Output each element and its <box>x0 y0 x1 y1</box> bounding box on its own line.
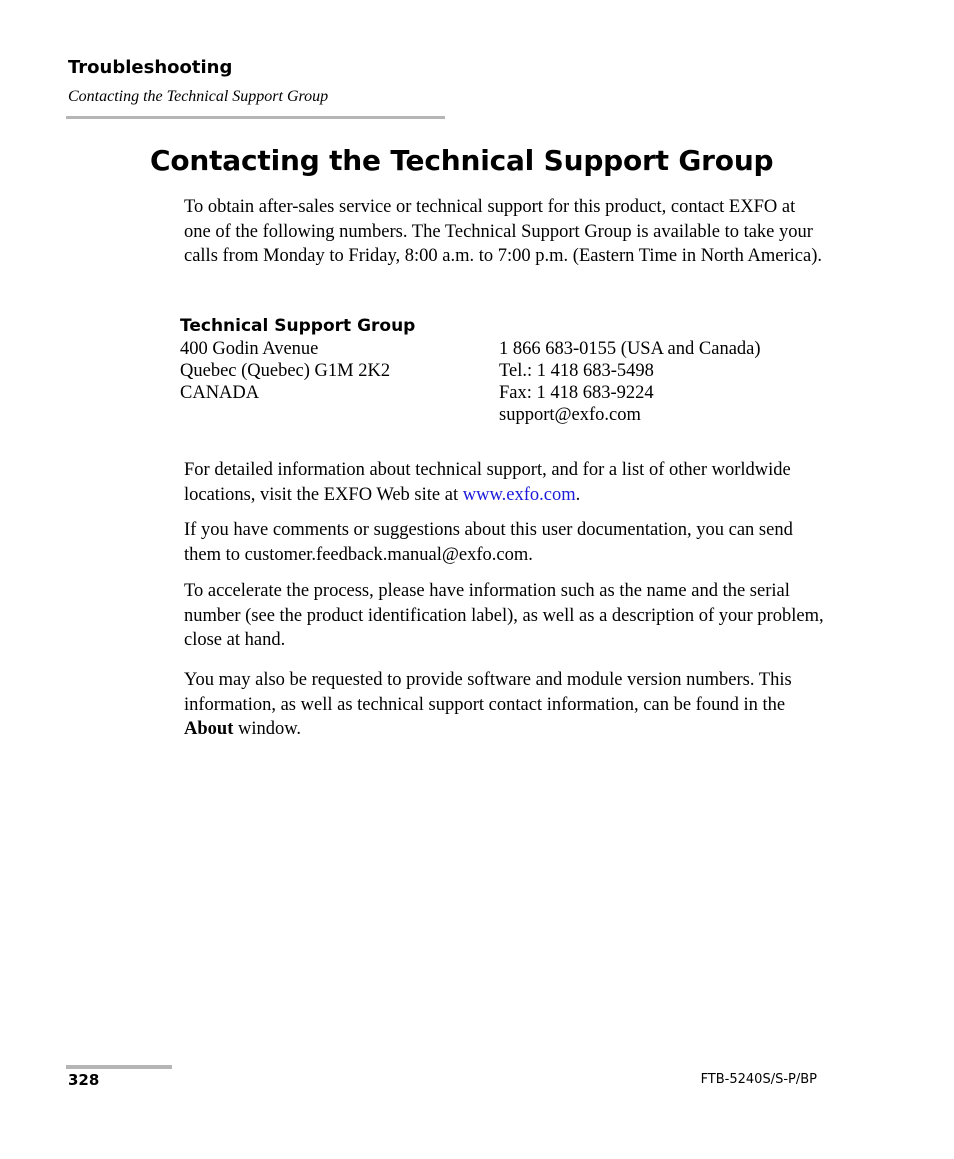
address-line: CANADA <box>180 383 260 403</box>
page-title: Contacting the Technical Support Group <box>150 144 774 177</box>
exfo-website-link[interactable]: www.exfo.com <box>462 484 576 505</box>
address-line: 400 Godin Avenue <box>180 339 319 359</box>
phone-tel: Tel.: 1 418 683-5498 <box>499 361 654 381</box>
page-number: 328 <box>68 1071 100 1089</box>
web-info-end: . <box>575 484 581 505</box>
versions-end: window. <box>233 719 302 739</box>
contact-block <box>180 316 820 436</box>
accelerate-paragraph: To accelerate the process, please have information such as the name and the serial number (see the product identification label), as well as a description of your problem, close at hand. <box>184 581 824 650</box>
contact-heading: Technical Support Group <box>180 316 416 336</box>
header-divider <box>66 116 445 119</box>
phone-toll-free: 1 866 683-0155 (USA and Canada) <box>499 339 761 359</box>
feedback-paragraph: If you have comments or suggestions about this user documentation, you can send them to customer.feedback.manual@exfo.com. <box>184 520 793 565</box>
header-section-title: Contacting the Technical Support Group <box>68 88 329 105</box>
versions-paragraph <box>184 668 824 742</box>
phone-fax: Fax: 1 418 683-9224 <box>499 383 654 403</box>
support-email[interactable]: support@exfo.com <box>499 405 641 425</box>
versions-text: You may also be requested to provide software and module version numbers. This information, as well as technical support contact information, can be found in the <box>184 670 792 715</box>
product-code: FTB-5240S/S-P/BP <box>700 1072 817 1087</box>
about-window-label: About <box>184 719 234 739</box>
intro-paragraph: To obtain after-sales service or technical support for this product, contact EXFO at one of the following numbers. The Technical Support Group is available to take your calls from Monday to Friday, 8:00 a.m. to 7:00 p.m. (Eastern Time in North America). <box>184 197 822 266</box>
header-chapter: Troubleshooting <box>68 57 233 78</box>
web-info-paragraph <box>184 458 824 507</box>
web-info-text: For detailed information about technical support, and for a list of other worldwide locations, visit the EXFO Web site at <box>184 460 791 505</box>
footer-divider <box>66 1065 172 1069</box>
address-line: Quebec (Quebec) G1M 2K2 <box>180 361 391 381</box>
